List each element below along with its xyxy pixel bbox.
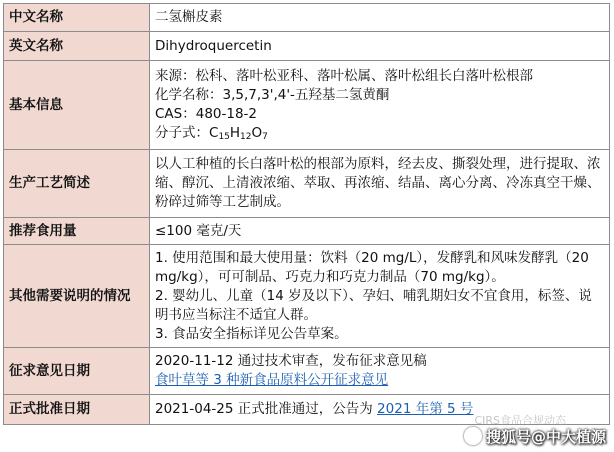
ingredient-info-table [3, 3, 610, 425]
row-chinese-name [4, 4, 610, 32]
value-chinese-name: 二氢槲皮素 [150, 4, 610, 32]
notes-item-2: 2. 婴幼儿、儿童（14 岁及以下）、孕妇、哺乳期妇女不宜食用，标签、说明书应当标注不适宜人群。 [155, 287, 592, 323]
watermark-text: 搜狐号@中大植源 [485, 427, 606, 446]
label-chinese-name: 中文名称 [4, 4, 150, 32]
row-comment-date [4, 348, 610, 395]
row-notes [4, 245, 610, 348]
value-basic-info [150, 61, 610, 150]
notes-item-3: 3. 食品安全指标详见公告草案。 [155, 325, 348, 342]
label-approval-date: 正式批准日期 [4, 395, 150, 425]
basic-info-source: 来源：松科、落叶松亚科、落叶松属、落叶松组长白落叶松根部 [155, 68, 533, 84]
approval-date-text: 2021-04-25 正式批准通过，公告为 [155, 401, 378, 417]
row-english-name [4, 32, 610, 61]
row-process [4, 150, 610, 218]
notes-item-1: 1. 使用范围和最大使用量：饮料（20 mg/L），发酵乳和风味发酵乳（20 mg/kg），可可制品、巧克力和巧克力制品（70 mg/kg）。 [155, 249, 589, 285]
label-intake: 推荐食用量 [4, 218, 150, 245]
basic-info-formula: 分子式：$C_{15}H_{12}O_7$ [155, 125, 268, 142]
label-comment-date: 征求意见日期 [4, 348, 150, 395]
label-process: 生产工艺简述 [4, 150, 150, 218]
value-notes [150, 245, 610, 348]
value-english-name: Dihydroquercetin [150, 32, 610, 61]
sohu-logo-icon [464, 427, 482, 445]
row-intake [4, 218, 610, 245]
label-notes: 其他需要说明的情况 [4, 245, 150, 348]
value-comment-date [150, 348, 610, 395]
basic-info-cas: CAS：480-18-2 [155, 106, 258, 122]
watermark [464, 414, 606, 448]
label-english-name: 英文名称 [4, 32, 150, 61]
label-basic-info: 基本信息 [4, 61, 150, 150]
comment-notice-link[interactable]: 食叶草等 3 种新食品原料公开征求意见 [155, 372, 389, 388]
approval-notice-link[interactable]: 2021 年第 5 号 [377, 401, 474, 417]
value-process: 以人工种植的长白落叶松的根部为原料，经去皮、撕裂处理，进行提取、浓缩、醇沉、上清液浓缩、萃取、再浓缩、结晶、离心分离、冷冻真空干燥、粉碎过筛等工艺制成。 [150, 150, 610, 218]
comment-date-text: 2020-11-12 通过技术审查，发布征求意见稿 [155, 353, 427, 369]
basic-info-chemical-name: 化学名称：3,5,7,3',4'-五羟基二氢黄酮 [155, 87, 390, 103]
watermark-ghost-text: CIRS食品合规动态 [474, 414, 566, 427]
row-basic-info [4, 61, 610, 150]
value-intake: ≤100 毫克/天 [150, 218, 610, 245]
